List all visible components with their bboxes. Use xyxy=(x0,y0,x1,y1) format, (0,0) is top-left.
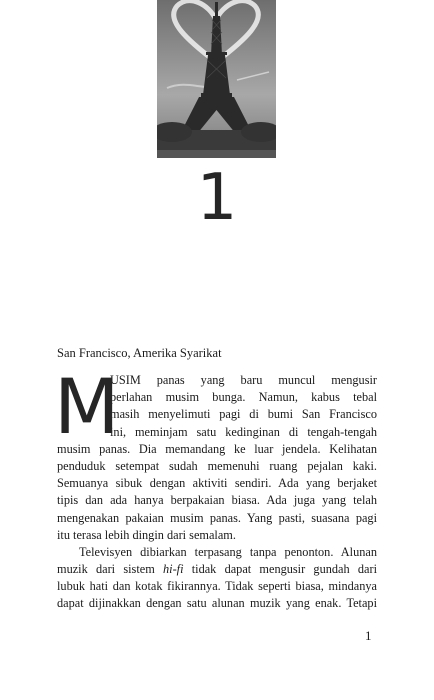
eiffel-tower-illustration xyxy=(157,0,276,158)
location-heading: San Francisco, Amerika Syarikat xyxy=(57,346,222,360)
chapter-number: 1 xyxy=(196,161,238,235)
text-fragment: tidak dapat mengusir gundah dari xyxy=(183,562,377,577)
text-line: masih menyelimuti pagi di bumi San Francisco xyxy=(110,407,377,422)
text-line: mengenakan pakaian musim panas. Yang pasti, suasana pagi xyxy=(57,510,377,525)
text-line xyxy=(57,561,377,578)
text-line: Televisyen dibiarkan terpasang tanpa penonton. Alunan xyxy=(79,544,377,559)
text-fragment: muzik dari sistem xyxy=(57,562,163,577)
eiffel-tower-photo xyxy=(157,0,276,158)
text-line: lubuk hati dan kotak fikirannya. Tidak seperti biasa, mindanya xyxy=(57,579,377,594)
drop-cap-letter: M xyxy=(54,362,120,451)
text-line: penduduk setempat sudah memenuhi ruang pejalan kaki. xyxy=(57,458,377,473)
text-line: itu terasa lebih dingin dari semalam. xyxy=(57,527,236,542)
text-line: tipis dan ada hanya berpakaian biasa. Ada juga yang telah xyxy=(57,493,377,508)
italic-term: hi-fi xyxy=(163,562,184,577)
text-line: USIM panas yang baru muncul mengusir xyxy=(110,373,377,387)
text-line: ini, meminjam satu kedinginan di tengah-tengah xyxy=(110,424,377,439)
page-number: 1 xyxy=(365,628,372,643)
text-line: perlahan musim bunga. Namun, kabus tebal xyxy=(110,390,377,405)
text-line: dapat dijinakkan dengan satu alunan muzik yang enak. Tetapi xyxy=(57,596,377,611)
body-text xyxy=(54,362,377,613)
text-line: musim panas. Dia memandang ke luar jendela. Kelihatan xyxy=(57,441,377,456)
text-line: Semuanya sibuk dengan aktiviti sendiri. Ada yang berjaket xyxy=(57,476,377,491)
